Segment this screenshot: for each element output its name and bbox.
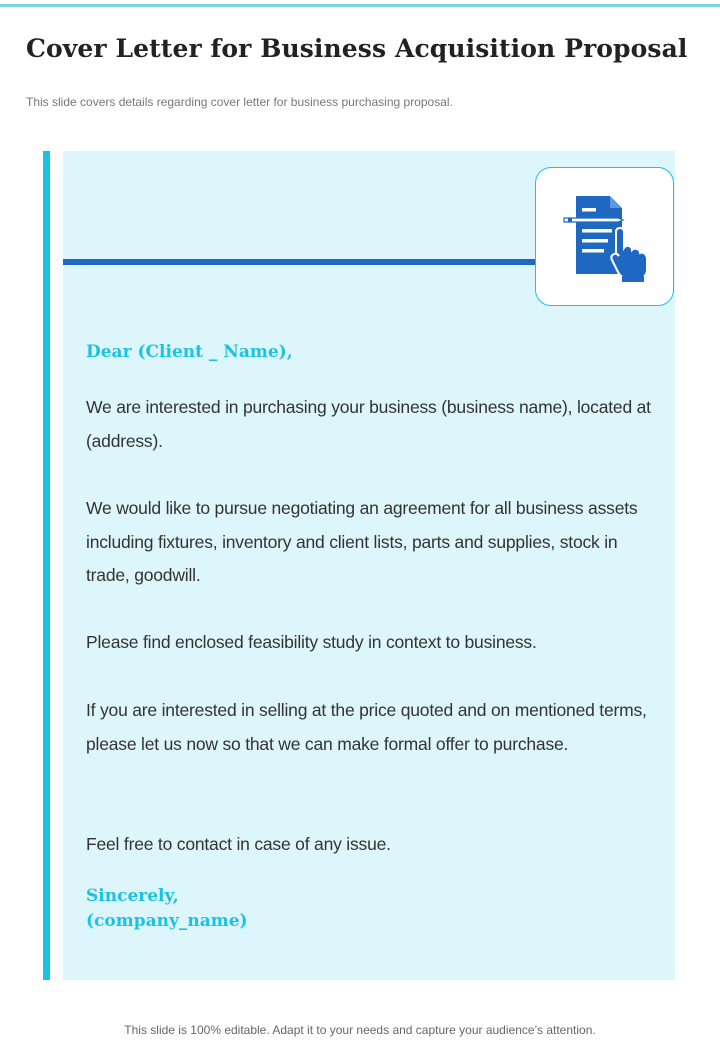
letter-paragraph-1: We are interested in purchasing your business (business name), located at (address). (86, 397, 651, 451)
letter-greeting: Dear (Client _ Name), (86, 342, 293, 362)
letter-signature: (company_name) (86, 911, 248, 931)
letter-paragraph-4: If you are interested in selling at the price quoted and on mentioned terms, please let us now so that we can make formal offer to purchase. (86, 700, 647, 754)
document-icon-box (535, 167, 674, 306)
left-accent-bar (43, 151, 50, 980)
letter-closing: Sincerely, (86, 886, 179, 906)
document-pen-hand-icon (560, 192, 650, 282)
letter-paragraph-2: We would like to pursue negotiating an agreement for all business assets including fixtures, inventory and client lists, parts and supplies, stock in trade, goodwill. (86, 498, 638, 585)
page-title: Cover Letter for Business Acquisition Proposal (26, 34, 688, 63)
letter-closing-block (86, 884, 248, 934)
letter-paragraph-5: Feel free to contact in case of any issue. (86, 834, 391, 854)
top-rule (0, 4, 720, 7)
footer-note: This slide is 100% editable. Adapt it to your needs and capture your audience’s attention. (124, 1023, 596, 1037)
letter-paragraph-3: Please find enclosed feasibility study in context to business. (86, 632, 537, 652)
letter-header-line (63, 259, 537, 265)
page-subtitle: This slide covers details regarding cover letter for business purchasing proposal. (26, 95, 453, 109)
